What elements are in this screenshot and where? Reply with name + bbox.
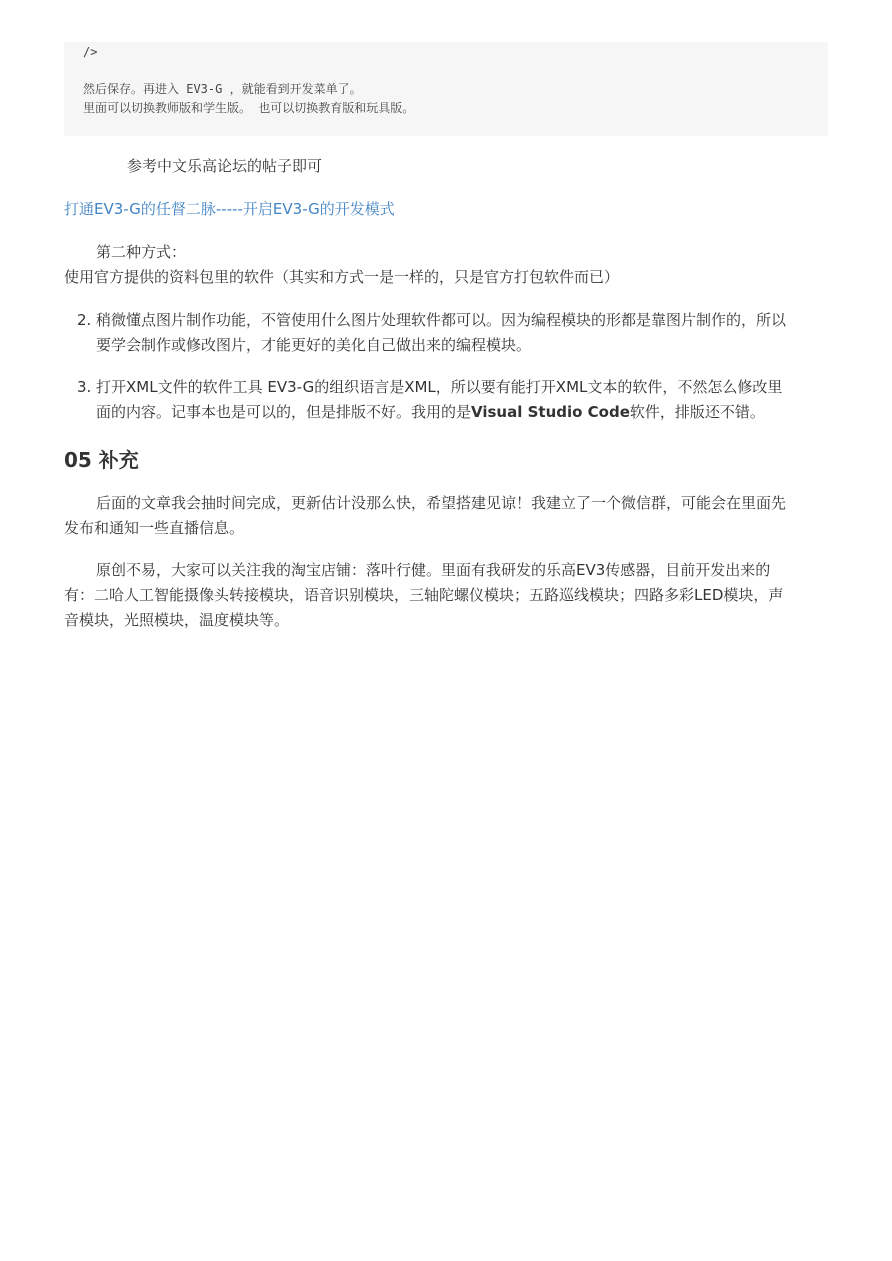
code-line-1: /> — [83, 45, 98, 59]
code-line-3: 里面可以切换教师版和学生版。 也可以切换教育版和玩具版。 — [83, 101, 415, 115]
list-number: 2. — [77, 311, 92, 329]
list-item-text-line1: 打开XML文件的软件工具 EV3-G的组织语言是XML，所以要有能打开XML文本的软件，不然怎么修改里 — [96, 378, 783, 396]
supplement-p1-line2: 发布和通知一些直播信息。 — [64, 519, 245, 537]
reference-paragraph: 参考中文乐高论坛的帖子即可 — [127, 157, 323, 175]
second-method-title: 第二种方式： — [96, 243, 187, 261]
section-heading: 05 补充 — [64, 448, 139, 472]
code-line-2: 然后保存。再进入 EV3-G ，就能看到开发菜单了。 — [83, 82, 362, 96]
supplement-p2-line1: 原创不易，大家可以关注我的淘宝店铺：落叶行健。里面有我研发的乐高EV3传感器，目前开发出来的 — [96, 561, 771, 579]
supplement-p2-line2: 有：二哈人工智能摄像头转接模块，语音识别模块，三轴陀螺仪模块；五路巡线模块；四路多彩LED模块，声 — [64, 586, 784, 604]
list-item-text-pre: 面的内容。记事本也是可以的，但是排版不好。我用的是 — [96, 403, 472, 421]
supplement-p2-line3: 音模块，光照模块，温度模块等。 — [64, 611, 290, 629]
list-item-text-line2 — [96, 400, 765, 425]
list-number: 3. — [77, 378, 92, 396]
list-item-text-post: 软件，排版还不错。 — [629, 403, 765, 421]
supplement-p1-line1: 后面的文章我会抽时间完成，更新估计没那么快，希望搭建见谅！我建立了一个微信群，可能会在里面先 — [96, 494, 787, 512]
list-item-text-line1: 稍微懂点图片制作功能，不管使用什么图片处理软件都可以。因为编程模块的形都是靠图片制作的，所以 — [96, 311, 787, 329]
second-method-desc: 使用官方提供的资料包里的软件（其实和方式一是一样的，只是官方打包软件而已） — [64, 268, 620, 286]
list-item-text-line2: 要学会制作或修改图片，才能更好的美化自己做出来的编程模块。 — [96, 336, 532, 354]
forum-post-link[interactable]: 打通EV3-G的任督二脉-----开启EV3-G的开发模式 — [64, 200, 395, 218]
software-name-bold: Visual Studio Code — [471, 403, 630, 421]
code-block — [64, 42, 828, 136]
